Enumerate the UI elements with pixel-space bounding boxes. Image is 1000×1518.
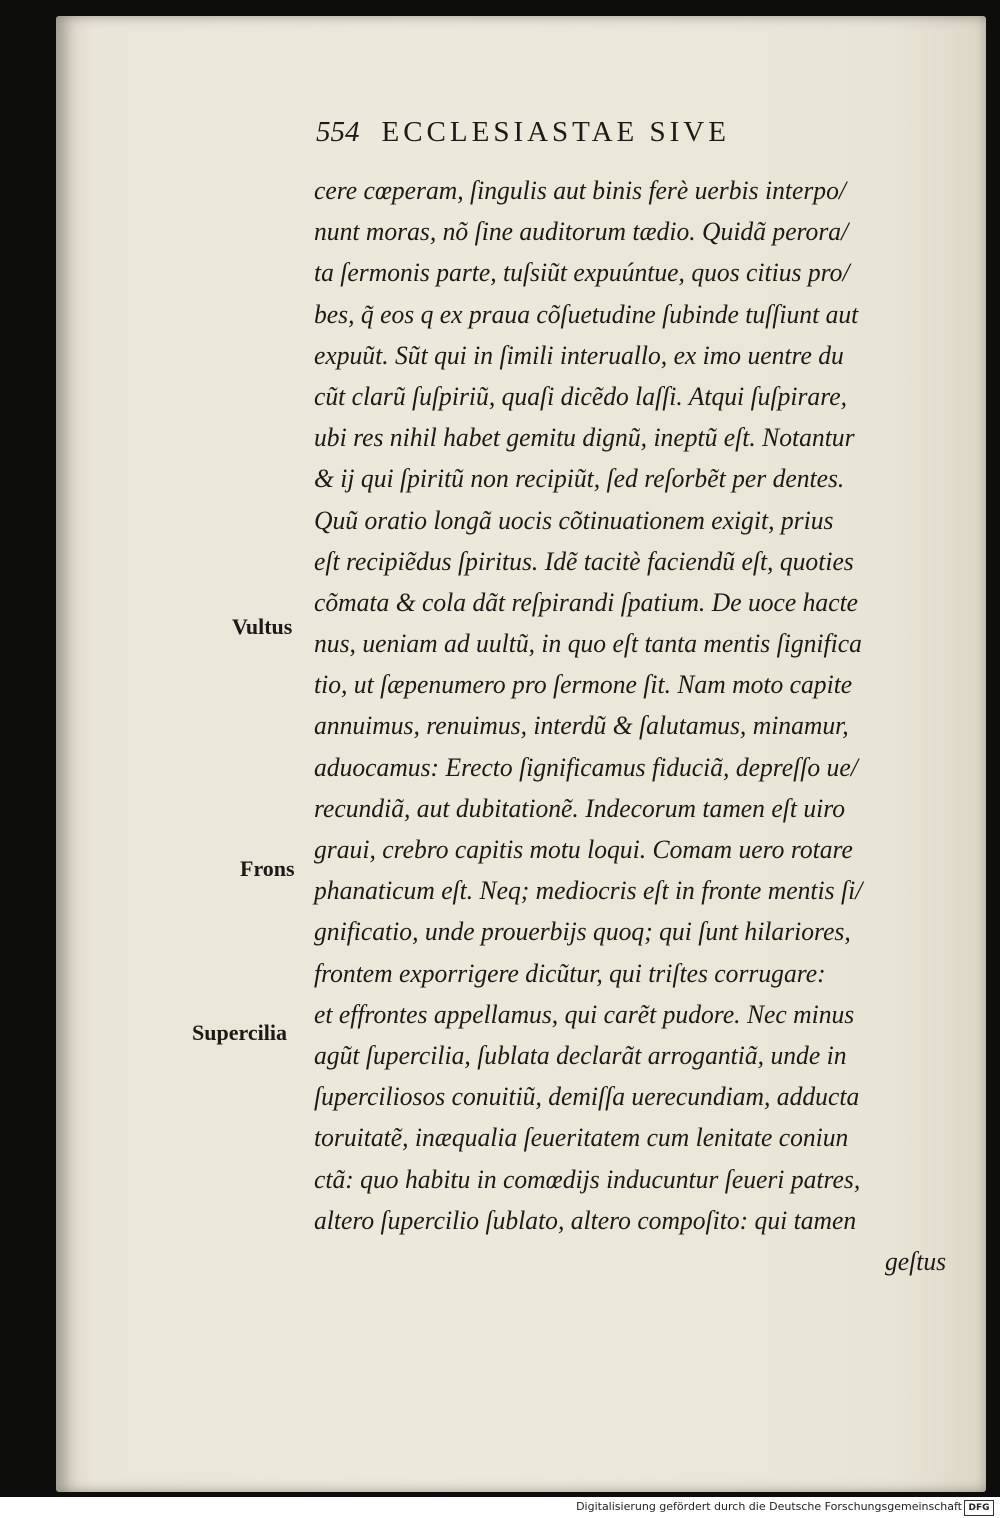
running-head-title: ECCLESIASTAE SIVE [381,116,730,148]
text-line: & ij qui ſpiritũ non recipiũt, ſed reſorbẽt per dentes. [314,464,845,494]
text-line: cõmata & cola dãt reſpirandi ſpatium. De uoce hacte [314,587,859,617]
funding-credit: Digitalisierung gefördert durch die Deutsche Forschungsgemeinschaft [576,1500,962,1513]
text-line: cere cœperam, ſingulis aut binis ferè uerbis interpo/ [314,176,847,205]
text-line: annuimus, renuimus, interdũ & ſalutamus, minamur, [314,711,849,741]
text-line: bes, q̃ eos q ex praua cõſuetudine ſubinde tuſſiunt aut [314,299,859,329]
text-line: ta ſermonis parte, tuſsiũt expuúntue, quos citius pro/ [314,258,850,288]
text-line: ubi res nihil habet gemitu dignũ, ineptũ eſt. Notantur [314,423,855,453]
text-line: nunt moras, nõ ſine auditorum tædio. Quidã perora/ [314,217,849,247]
text-line: phanaticum eſt. Neq; mediocris eſt in fronte mentis ſi/ [314,876,863,906]
text-line: ctã: quo habitu in comœdijs inducuntur ſeueri patres, [314,1164,861,1194]
text-line: cũt clarũ ſuſpiriũ, quaſi dicẽdo laſſi. Atqui ſuſpirare, [314,381,847,411]
text-line: eſt recipiẽdus ſpiritus. Idẽ tacitè faciendũ eſt, quoties [314,546,854,576]
text-line: graui, crebro capitis motu loqui. Comam uero rotare [314,835,853,864]
text-line: Quũ oratio longã uocis cõtinuationem exigit, prius [314,505,834,535]
text-line: recundiã, aut dubitationẽ. Indecorum tamen eſt uiro [314,793,846,823]
body-text [314,170,954,1282]
text-line: ſuperciliosos conuitiũ, demiſſa uerecundiam, adducta [314,1082,860,1112]
text-line: frontem exporrigere dicũtur, qui triſtes corrugare: [314,958,826,988]
text-line: altero ſupercilio ſublato, altero compoſito: qui tamen [314,1205,857,1235]
text-line: agũt ſupercilia, ſublata declarãt arrogantiã, unde in [314,1040,847,1070]
text-line: et effrontes appellamus, qui carẽt pudore. Nec minus [314,999,855,1029]
footer-bar [0,1497,1000,1518]
marginal-note-vultus: Vultus [232,614,293,639]
text-line: aduocamus: Erecto ſignificamus fiduciã, depreſſo ue/ [314,752,858,782]
marginal-note-frons: Frons [240,856,295,881]
running-header [316,116,916,160]
marginal-note-supercilia: Supercilia [192,1020,287,1045]
text-line: expuũt. Sũt qui in ſimili interuallo, ex imo uentre du [314,340,844,370]
page-number: 554 [316,116,360,148]
text-line: tio, ut ſæpenumero pro ſermone ſit. Nam moto capite [314,670,853,700]
text-line: nus, ueniam ad uultũ, in quo eſt tanta mentis ſignifica [314,629,862,659]
catchword: geſtus [885,1246,947,1276]
dfg-logo: DFG [964,1500,994,1516]
text-line: toruitatẽ, inæqualia ſeueritatem cum lenitate coniun [314,1123,849,1153]
text-line: gnificatio, unde prouerbijs quoq; qui ſunt hilariores, [314,917,851,947]
